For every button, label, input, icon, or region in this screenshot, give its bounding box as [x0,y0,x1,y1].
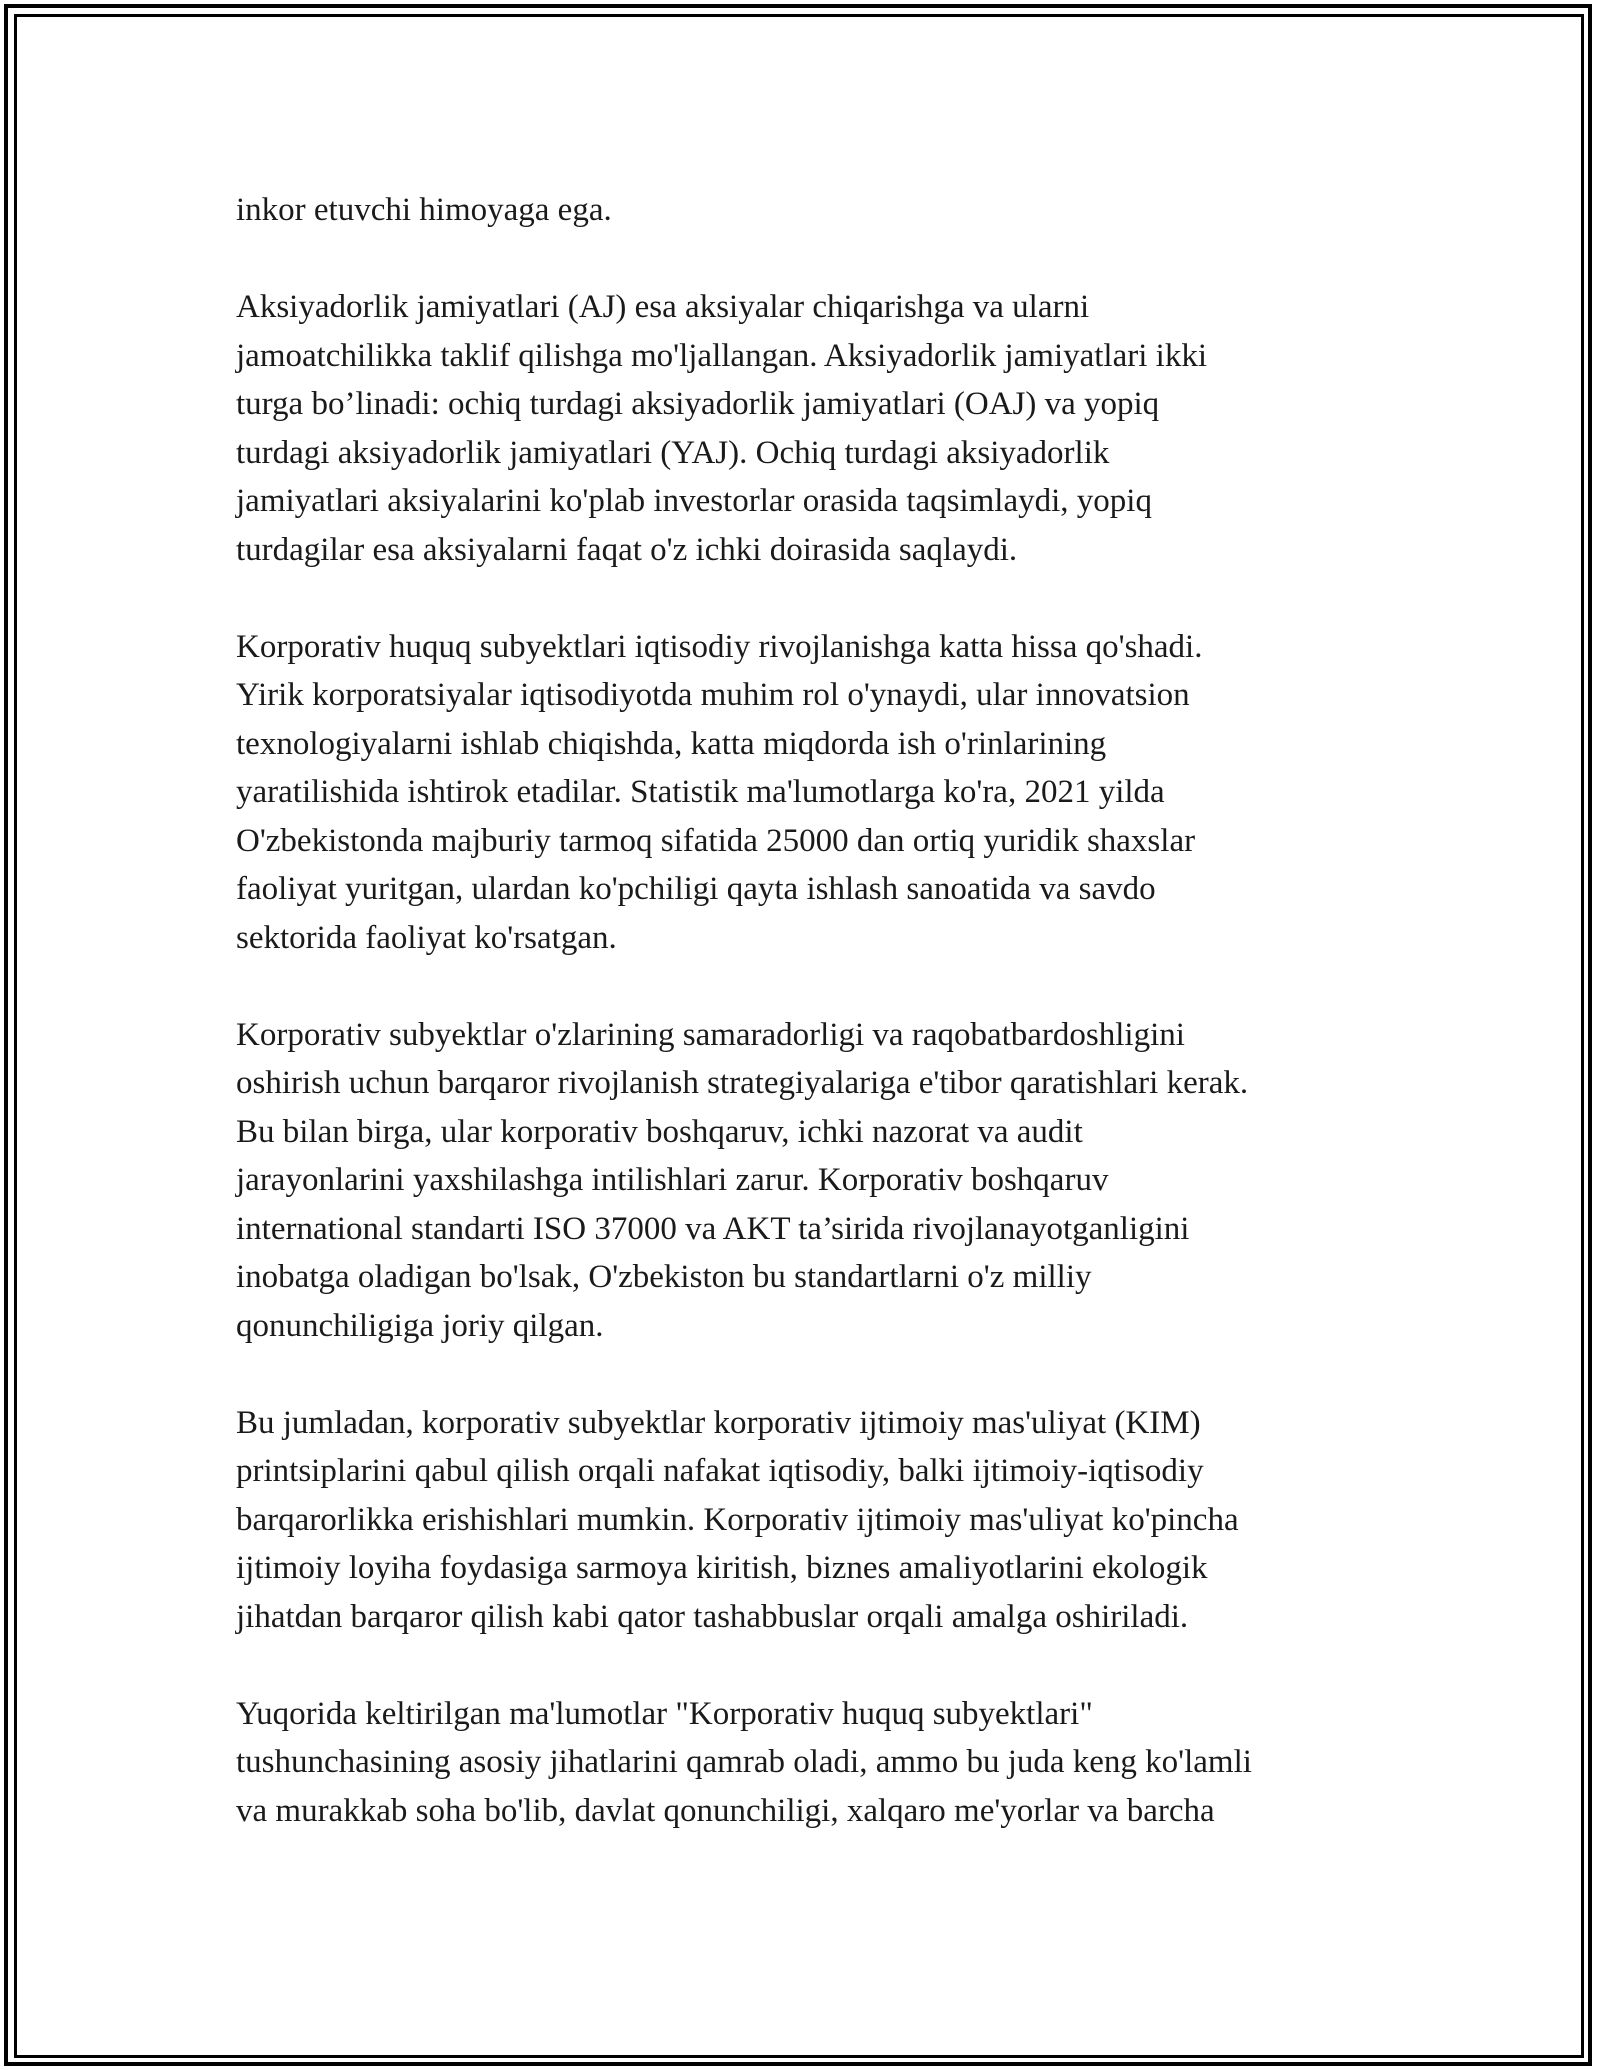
text-line: oshirish uchun barqaror rivojlanish strategiyalariga e'tibor qaratishlari kerak. [236,1065,1249,1101]
text-line: va murakkab soha bo'lib, davlat qonunchiligi, xalqaro me'yorlar va barcha [236,1792,1215,1829]
paragraph-1 [236,186,1386,235]
text-line: texnologiyalarni ishlab chiqishda, katta miqdorda ish o'rinlarining [236,725,1107,762]
text-line: Bu jumladan, korporativ subyektlar korporativ ijtimoiy mas'uliyat (KIM) [236,1404,1201,1441]
paragraph-4 [236,1011,1386,1351]
text-line: tushunchasining asosiy jihatlarini qamrab oladi, ammo bu juda keng ko'lamli [236,1744,1252,1780]
text-line: faoliyat yuritgan, ulardan ko'pchiligi qayta ishlash sanoatida va savdo [236,871,1156,907]
text-line: jarayonlarini yaxshilashga intilishlari zarur. Korporativ boshqaruv [236,1162,1109,1198]
document-body [236,186,1386,1884]
text-line: printsiplarini qabul qilish orqali nafakat iqtisodiy, balki ijtimoiy-iqtisodiy [236,1453,1204,1489]
text-line: Bu bilan birga, ular korporativ boshqaruv, ichki nazorat va audit [236,1113,1083,1150]
text-line: Korporativ huquq subyektlari iqtisodiy rivojlanishga katta hissa qo'shadi. [236,628,1203,665]
paragraph-6 [236,1690,1386,1836]
text-line: Aksiyadorlik jamiyatlari (AJ) esa aksiyalar chiqarishga va ularni [236,289,1090,325]
text-line: ijtimoiy loyiha foydasiga sarmoya kiritish, biznes amaliyotlarini ekologik [236,1550,1208,1586]
text-line: turdagilar esa aksiyalarni faqat o'z ichki doirasida saqlaydi. [236,531,1018,568]
text-line: yaratilishida ishtirok etadilar. Statistik ma'lumotlarga ko'ra, 2021 yilda [236,774,1165,810]
text-line: jihatdan barqaror qilish kabi qator tashabbuslar orqali amalga oshiriladi. [236,1598,1189,1635]
text-line: barqarorlikka erishishlari mumkin. Korporativ ijtimoiy mas'uliyat ko'pincha [236,1501,1239,1538]
text-line: turdagi aksiyadorlik jamiyatlari (YAJ). Ochiq turdagi aksiyadorlik [236,434,1110,471]
text-line: inobatga oladigan bo'lsak, O'zbekiston bu standartlarni o'z milliy [236,1259,1092,1295]
text-line: Korporativ subyektlar o'zlarining samaradorligi va raqobatbardoshligini [236,1016,1185,1053]
text-line: Yirik korporatsiyalar iqtisodiyotda muhim rol o'ynaydi, ular innovatsion [236,677,1190,713]
paragraph-2 [236,283,1386,574]
paragraph-5 [236,1399,1386,1642]
paragraph-3 [236,623,1386,963]
text-line: qonunchiligiga joriy qilgan. [236,1307,604,1344]
text-line: O'zbekistonda majburiy tarmoq sifatida 25000 dan ortiq yuridik shaxslar [236,822,1196,859]
text-line: inkor etuvchi himoyaga ega. [236,192,612,228]
text-line: turga bo’linadi: ochiq turdagi aksiyadorlik jamiyatlari (OAJ) va yopiq [236,386,1160,422]
text-line: jamoatchilikka taklif qilishga mo'ljallangan. Aksiyadorlik jamiyatlari ikki [236,337,1207,374]
text-line: jamiyatlari aksiyalarini ko'plab investorlar orasida taqsimlaydi, yopiq [236,483,1152,519]
text-line: Yuqorida keltirilgan ma'lumotlar "Korporativ huquq subyektlari" [236,1695,1093,1732]
text-line: sektorida faoliyat ko'rsatgan. [236,919,617,956]
text-line: international standarti ISO 37000 va AKT ta’sirida rivojlanayotganligini [236,1210,1190,1247]
